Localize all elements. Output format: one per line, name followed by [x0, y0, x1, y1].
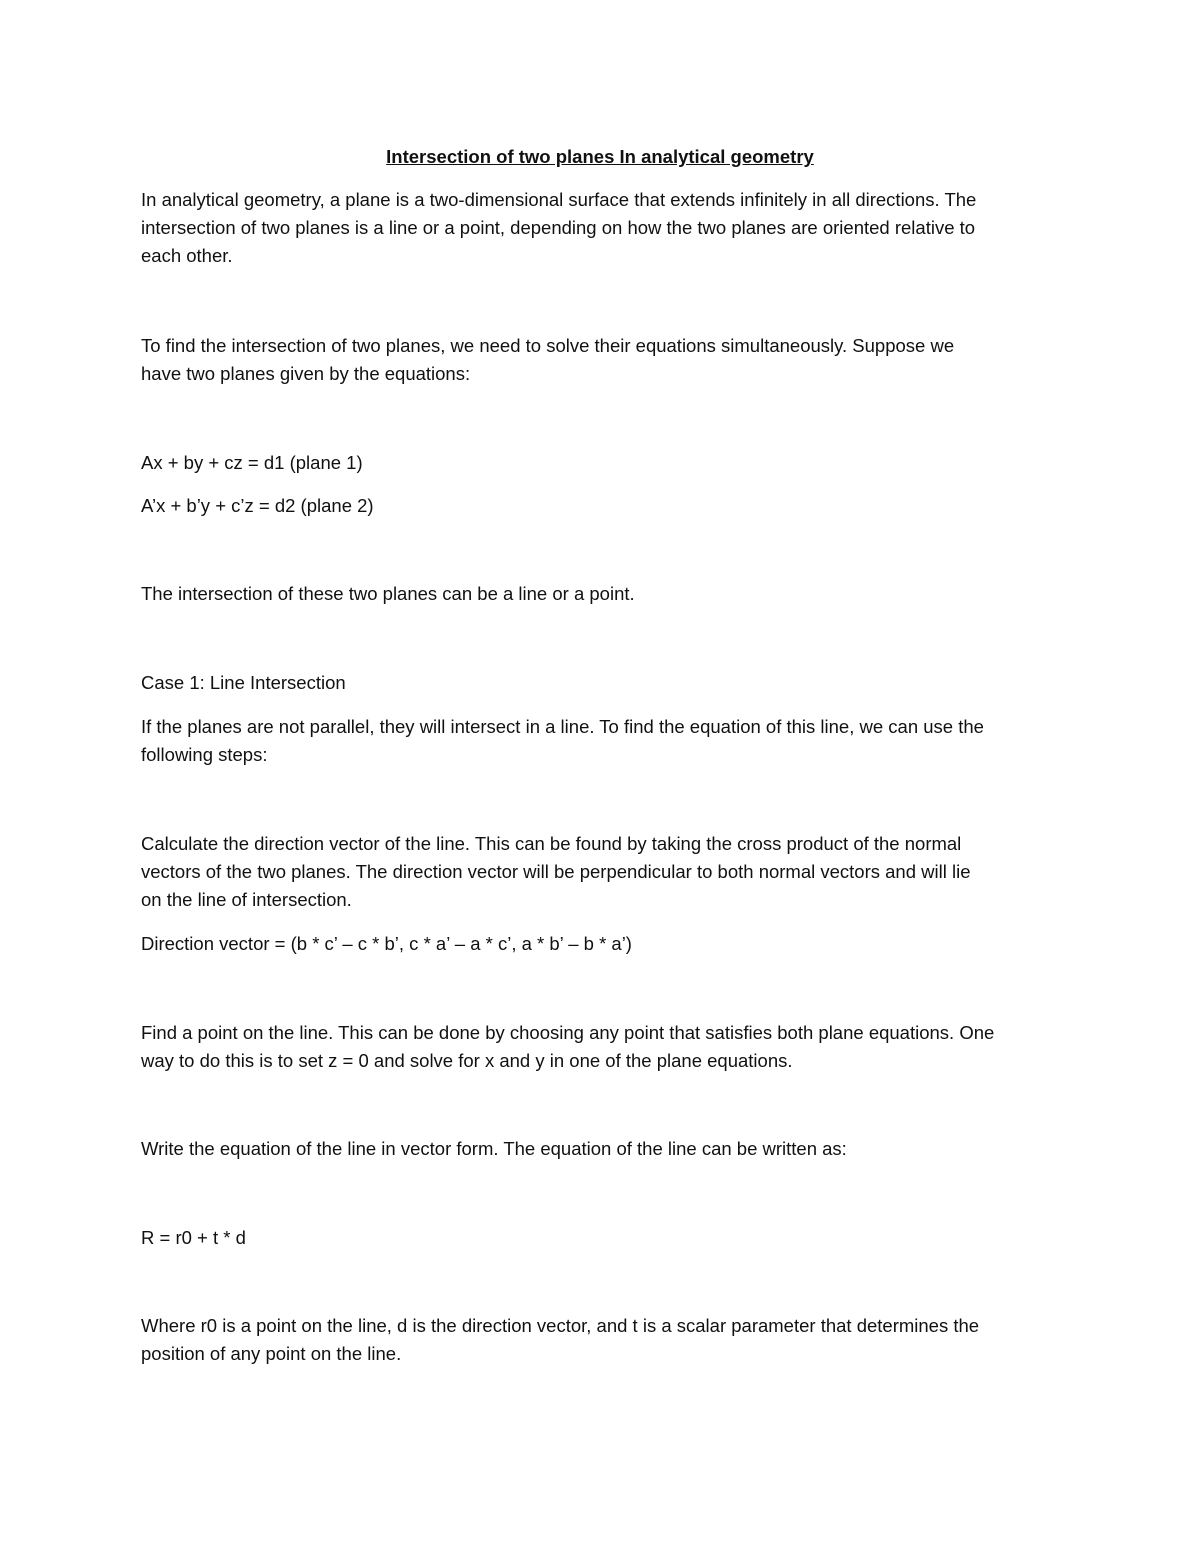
paragraph-line: vectors of the two planes. The direction vector will be perpendicular to both normal vectors and will lie [141, 861, 971, 882]
paragraph-line: following steps: [141, 744, 268, 765]
paragraph-line: way to do this is to set z = 0 and solve for x and y in one of the plane equations. [141, 1050, 793, 1071]
paragraph-line: each other. [141, 245, 233, 266]
paragraph-line: Write the equation of the line in vector form. The equation of the line can be written as: [141, 1138, 847, 1159]
direction-vector-formula: Direction vector = (b * c’ – c * b’, c * a’ – a * c’, a * b’ – b * a’) [141, 933, 632, 954]
paragraph-line: The intersection of these two planes can be a line or a point. [141, 583, 635, 604]
paragraph-line: intersection of two planes is a line or a point, depending on how the two planes are oriented relative to [141, 217, 976, 238]
equation-plane-1: Ax + by + cz = d1 (plane 1) [141, 452, 363, 473]
equation-plane-2: A’x + b’y + c’z = d2 (plane 2) [141, 495, 374, 516]
document-title: Intersection of two planes In analytical geometry [386, 146, 814, 167]
section-heading: Case 1: Line Intersection [141, 672, 346, 693]
paragraph-line: position of any point on the line. [141, 1343, 402, 1364]
paragraph-line: on the line of intersection. [141, 889, 352, 910]
paragraph-line: To find the intersection of two planes, we need to solve their equations simultaneously. Suppose we [141, 335, 955, 356]
paragraph-line: Where r0 is a point on the line, d is the direction vector, and t is a scalar parameter that determines the [141, 1315, 980, 1336]
line-equation: R = r0 + t * d [141, 1227, 246, 1248]
paragraph-line: have two planes given by the equations: [141, 363, 471, 384]
paragraph-line: Find a point on the line. This can be done by choosing any point that satisfies both plane equations. One [141, 1022, 995, 1043]
paragraph-line: In analytical geometry, a plane is a two-dimensional surface that extends infinitely in all directions. The [141, 189, 977, 210]
paragraph-line: If the planes are not parallel, they will intersect in a line. To find the equation of this line, we can use the [141, 716, 984, 737]
paragraph-line: Calculate the direction vector of the line. This can be found by taking the cross product of the normal [141, 833, 962, 854]
